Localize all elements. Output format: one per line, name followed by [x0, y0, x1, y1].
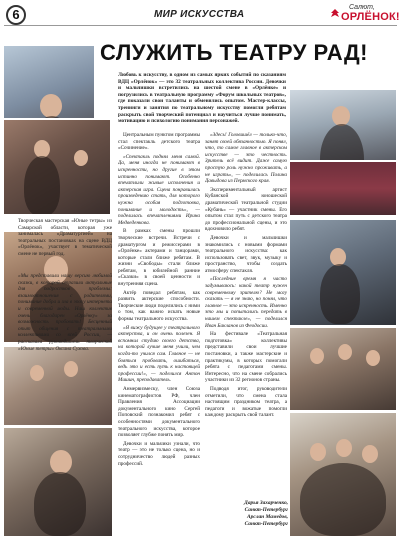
paragraph: Подводя итог, руководители отметили, что смена стала настоящим праздником театра, а педагоги и вожатые помогли каждому раскрыть свой талант. [205, 385, 287, 419]
paragraph: Экспериментальный артист Кубанской юношеской драматической театральной студии «Кубань» — участник смены. Его опытом стал путь с детского театра до профессиональной сцены, и это вдохновило ребят. [205, 186, 287, 233]
photo-group-portrait [290, 413, 396, 536]
photo-young-actors [4, 345, 112, 425]
paragraph: Центральным пунктом программы стал спектакль детского театра «Сочинение». [118, 132, 200, 152]
eaglet-logo-icon [329, 8, 341, 20]
page-number: 6 [6, 5, 26, 25]
article-lead: Любовь к искусству, в одном из самых ярких событий по сказаниям ВДЦ «Орлёнок» — это 32 театральных коллектива России. Девочки и мальчишки встретились на шестой смене в «Орлёнке» и погрузились в театральную программу «Форум школьных театров», где показали свои таланты и обменялись опытом. Мастер-классы, тренинги и занятия по театральному искусству помогли ребятам раскрыть свой творческий потенциал и научиться лучше понимать, мотивацию и психологию понимания персонажей. [118, 72, 286, 125]
byline-city: Санкт-Петербург [244, 521, 288, 527]
paragraph: Девочки и мальчишки знакомились с новыми формами театрального искусства: как использовать свет, звук, музыку и пространство, чтобы создать атмосферу спектакля. [205, 234, 287, 274]
article-title: СЛУЖИТЬ ТЕАТРУ РАД! [100, 40, 368, 65]
byline-author: Дарья Захарченко, [244, 500, 288, 506]
article-byline [210, 500, 288, 528]
column-1-paragraph: Творческая мастерская «Юные тетры» из Самарской области, которая уже занималась «Драматургией» на театральных постановках на сцене ВДЦ «Орлёнок», участвует в тематической смене не первый год. [18, 218, 112, 257]
photo-audience [290, 160, 396, 215]
byline-author: Арслан Мамедов, [247, 514, 288, 520]
photo-speaker-with-microphone [4, 428, 112, 536]
page-header [4, 4, 400, 26]
byline-city: Санкт-Петербург [244, 507, 288, 513]
photo-group-on-stage [290, 328, 396, 410]
paragraph: «Спектакль поднял меня самой. Да, меня иногда не понимают в искренности, но другие в этом истинно понимают. Особенно впечатлили живые исполнения и актерская игра. Сцена понравилась произведению стать, для которого нужна особая подготовка, понимание и молодость», — поделилась впечатлениями Ирина Медведенкова. [118, 153, 200, 226]
paragraph: В рамках смены прошли творческие встречи. Встречи с драматургом и режиссерами в «Орлёнке» актерами и танцорами, которые стали ближе ребятам. В жизни «Свободы» стали ближе ребятам, в юбилейной ранние «Сказки» в своей ценности и внутренняя сцена. [118, 228, 200, 288]
paragraph: «Я вижу будущее у театрального актерства, и он очень полезен. Я вспомнил студию своего детства, на которой лучше меня учили, чем когда-то учился сам. Главное — не бояться пробовать, ошибаться, ведь это и есть путь к настоящей профессии!», — поделился Антон Мишин, преподаватель. [118, 324, 200, 384]
section-title: МИР ИСКУССТВА [154, 9, 245, 20]
paragraph: Анмервизмеску, член Союза кинематографистов РФ, член Правления Ассоциации документального кино Сергей Поповский познакомил ребят с особенностями документального театрального искусства, которое позволяет глубже понять мир. [118, 385, 200, 439]
brand-logo [327, 4, 400, 24]
paragraph: Девочки и мальчики узнали, что театр — это не только сцена, но и сотрудничество людей разных профессий. [118, 440, 200, 467]
paragraph: На фестивале «Театральная подготовка» коллективы представили свои лучшие постановки, а также мастерские и практикумы, в которых помогали ребята с педагогами смены. Интересно, что на смене собрались участники из 32 регионов страны. [205, 331, 287, 384]
article-column-3 [205, 132, 287, 536]
paragraph: «Последние время я часто задумываюсь: какой театр нужен современному зрителю? Не могу сказать — я не знаю, но понял, что главное — это искренность. Именно это мы и попытались передать в нашем спектакле», — поделился Иван Бакланов из Феодосии. [205, 276, 287, 329]
column-1-quote: «Мы представили нашу версию любимой сказки, в которой отразили актуальные для подростков проблемы: взаимоотношения с родителями, понимание добра и зла в эпоху интернета и современной моды. Наш коллектив очень благодарен «Орлёнку» за возможность пробовать! Бесценный опыт общения с театральными коллективами со всей России, — рассказала руководитель творческой «Юные тетры» Оксана Сухова. [18, 273, 112, 352]
paragraph: «Здесь! Головишёл — только-что, занят своей обязанностью. Я понял, что, то самое главное в актерском искусстве — это честность. Зритель всё видит. Даже самую простую роль нужно проживать, а не играть», — поделилась Полина Давыдова из Пермского края. [205, 132, 287, 185]
paragraph: Актёр поведал ребятам, как развить актерские способности. Творческие люди поделились с ними о том, как важно искать новые формы театрального искусства. [118, 289, 200, 323]
photo-performance-scene [4, 118, 112, 214]
brand-main-text: ОРЛЁНОК! [341, 11, 400, 23]
brand-small-text: Салют, [349, 4, 375, 11]
article-column-2 [118, 132, 200, 536]
photo-stage-performance [290, 220, 396, 325]
